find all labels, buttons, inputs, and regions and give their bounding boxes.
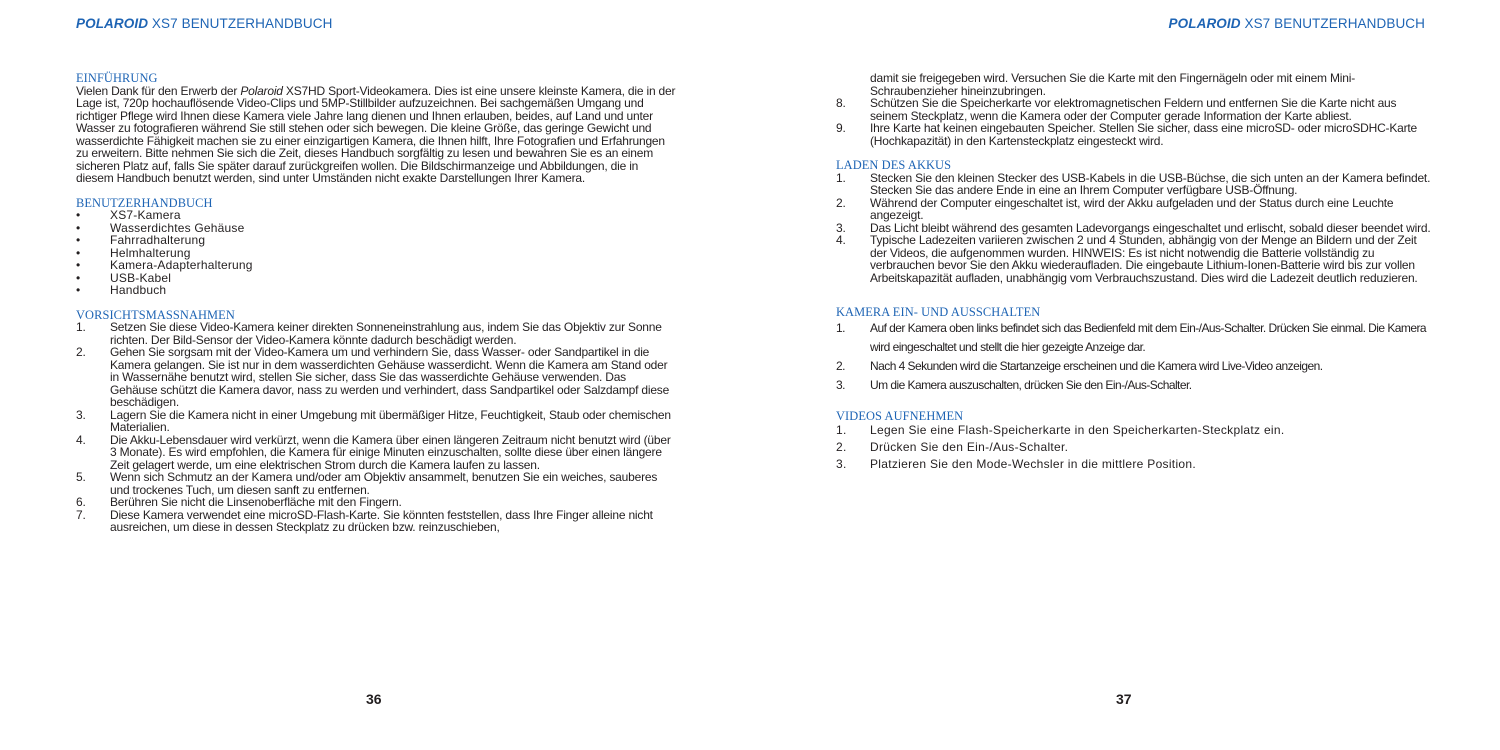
list-item: 3. Das Licht bleibt während des gesamten Ladevorgangs eingeschaltet und erlischt, sobald dieser beendet wird. [836, 220, 1431, 235]
list-item: 1. Stecken Sie den kleinen Stecker des USB-Kabels in die USB-Büchse, die sich unten an der Kamera befindet. Stecken Sie das andere Ende in eine an Ihrem Computer verfügbare USB-Öffnung. [836, 170, 1431, 197]
header-title: XS7 BENUTZERHANDBUCH [151, 16, 333, 31]
section-title-record: VIDEOS AUFNEHMEN [836, 408, 964, 423]
header-title: XS7 BENUTZERHANDBUCH [1244, 16, 1425, 31]
intro-paragraph: Vielen Dank für den Erwerb der Polaroid XS7HD Sport-Videokamera. Dies ist eine unsere kleinste Kamera, die in der Lage ist, 720p hochauflösende Video-Clips und 5MP-Stillbilder aufzuzeichnen. Bei sachgemäßen Umgang und richtiger Pflege wird Ihnen diese Kamera viele Jahre lang dienen und Ihnen erlauben, beides, auf Land und unter Wasser zu fotografieren während Sie still stehen oder sich bewegen. Die kleine Größe, das geringe Gewicht und wasserdichte Fähigkeit machen sie zu einer einzigartigen Kamera, die Ihnen hilft, Ihre Fotografien und Erfahrungen zu erweitern. Bitte nehmen Sie sich die Zeit, dieses Handbuch sorgfältig zu lesen und bewahren Sie es an einem sicheren Platz auf, falls Sie später darauf zurückgreifen wollen. Die Bildschirmanzeige und Abbildungen, die in diesem Handbuch benutzt werden, sind unter Umständen nicht exakte Darstellungen Ihrer Kamera. [76, 83, 676, 185]
list-item: • Helmhalterung [76, 247, 676, 260]
list-item: 1. Legen Sie eine Flash-Speicherkarte in den Speicherkarten-Steckplatz ein. [836, 423, 1285, 437]
section-title-intro: EINFÜHRUNG [76, 71, 158, 85]
page-right [750, 0, 1500, 750]
list-item: 2. Gehen Sie sorgsam mit der Video-Kamera um und verhindern Sie, dass Wasser- oder Sandpartikel in die Kamera gelangen. Sie ist nur in dem wasserdichten Gehäuse wasserdicht. Wenn die Kamera am Stand oder in Wassernähe benutzt wird, stellen Sie sicher, dass Sie das wasserdichte Gehäuse verwenden. Das Gehäuse schützt die Kamera davor, nass zu werden und verhindert, dass Sandpartikel oder Salzdampf diese beschädigen. [76, 345, 670, 409]
list-item: 2. Drücken Sie den Ein-/Aus-Schalter. [836, 440, 1069, 454]
record-list [836, 422, 1436, 473]
intro-brand: Polaroid [240, 83, 283, 98]
list-item: • XS7-Kamera [76, 209, 676, 222]
list-item: 8. Schützen Sie die Speicherkarte vor elektromagnetischen Feldern und entfernen Sie die Karte nicht aus seinem Steckplatz, wenn die Kamera oder der Computer gerade Information der Karte abliest. [836, 96, 1397, 123]
header-brand: POLAROID [1168, 16, 1241, 31]
list-item: 1. Auf der Kamera oben links befindet sich das Bedienfeld mit dem Ein-/Aus-Schalter. Drücken Sie einmal. Die Kamera wird eingeschaltet und stellt die hier gezeigte Anzeige dar. [836, 320, 1427, 354]
section-title-cautions: VORSICHTSMASSNAHMEN [76, 307, 235, 322]
page-number-left: 36 [366, 691, 382, 707]
list-item: 5. Wenn sich Schmutz an der Kamera und/oder am Objektiv ansammelt, benutzen Sie ein weiches, sauberes und trockenes Tuch, um diesen sanft zu entfernen. [76, 470, 658, 497]
left-column [76, 72, 676, 534]
running-header-right [1169, 16, 1425, 31]
list-item: 6. Berühren Sie nicht die Linsenoberfläche mit den Fingern. [76, 495, 402, 509]
list-item: 1. Setzen Sie diese Video-Kamera keiner direkten Sonneneinstrahlung aus, indem Sie das Objektiv zur Sonne richten. Der Bild-Sensor der Video-Kamera könnte dadurch beschädigt werden. [76, 320, 662, 347]
list-item: • USB-Kabel [76, 272, 676, 285]
list-item-continued: damit sie freigegeben wird. Versuchen Sie die Karte mit den Fingernägeln oder mit einem Mini-Schraubenzieher hineinzubringen. [870, 71, 1355, 98]
list-item: 7. Diese Kamera verwendet eine microSD-Flash-Karte. Sie könnten feststellen, dass Ihre Finger alleine nicht ausreichen, um diese in dessen Steckplatz zu drücken bzw. reinzuschieben, [76, 507, 653, 534]
list-item: 2. Während der Computer eingeschaltet ist, wird der Akku aufgeladen und der Status durch eine Leuchte angezeigt. [836, 195, 1394, 222]
running-header-left [76, 16, 332, 31]
charging-list [836, 172, 1436, 285]
list-item: • Fahrradhalterung [76, 234, 676, 247]
cautions-list [76, 321, 676, 534]
page-number-right: 37 [1116, 691, 1132, 707]
list-item: 4. Die Akku-Lebensdauer wird verkürzt, wenn die Kamera über einen längeren Zeitraum nicht benutzt wird (über 3 Monate). Es wird empfohlen, die Kamera für einige Minuten einzuschalten, sollte diese über einen längere Zeit gelagert werde, um eine elektrischen Strom durch die Kamera laufen zu lassen. [76, 432, 671, 472]
list-item: 3. Lagern Sie die Kamera nicht in einer Umgebung mit übermäßiger Hitze, Feuchtigkeit, Staub oder chemischen Materialien. [76, 407, 671, 434]
cautions-list-continued [836, 72, 1436, 147]
section-title-power: KAMERA EIN- UND AUSSCHALTEN [836, 305, 1041, 319]
power-list [836, 319, 1436, 395]
section-title-charging: LADEN DES AKKUS [836, 158, 952, 172]
list-item: • Handbuch [76, 284, 676, 297]
list-item: 3. Platzieren Sie den Mode-Wechsler in die mittlere Position. [836, 457, 1196, 471]
list-item: 2. Nach 4 Sekunden wird die Startanzeige erscheinen und die Kamera wird Live-Video anzeigen. [836, 358, 1323, 373]
contents-list [76, 209, 676, 297]
list-item: 9. Ihre Karte hat keinen eingebauten Speicher. Stellen Sie sicher, dass eine microSD- oder microSDHC-Karte (Hochkapazität) in den Kartensteckplatz eingesteckt wird. [836, 121, 1418, 148]
right-column [836, 72, 1436, 473]
list-item: • Kamera-Adapterhalterung [76, 259, 676, 272]
list-item: 4. Typische Ladezeiten variieren zwischen 2 und 4 Stunden, abhängig von der Menge an Bildern und der Zeit der Videos, die aufgenommen wurden. HINWEIS: Es ist nicht notwendig die Batterie vollständig zu verbrauchen bevor Sie den Akku wiederaufladen. Die eingebaute Lithium-Ionen-Batterie wird bis zur vollen Arbeitskapazität aufladen, unabhängig vom Verbrauchszustand. Dies wird die Ladezeit deutlich reduzieren. [836, 233, 1418, 285]
list-item: • Wasserdichtes Gehäuse [76, 222, 676, 235]
header-brand: POLAROID [76, 16, 149, 31]
list-item: 3. Um die Kamera auszuschalten, drücken Sie den Ein-/Aus-Schalter. [836, 377, 1192, 392]
section-title-contents: BENUTZERHANDBUCH [76, 195, 213, 210]
